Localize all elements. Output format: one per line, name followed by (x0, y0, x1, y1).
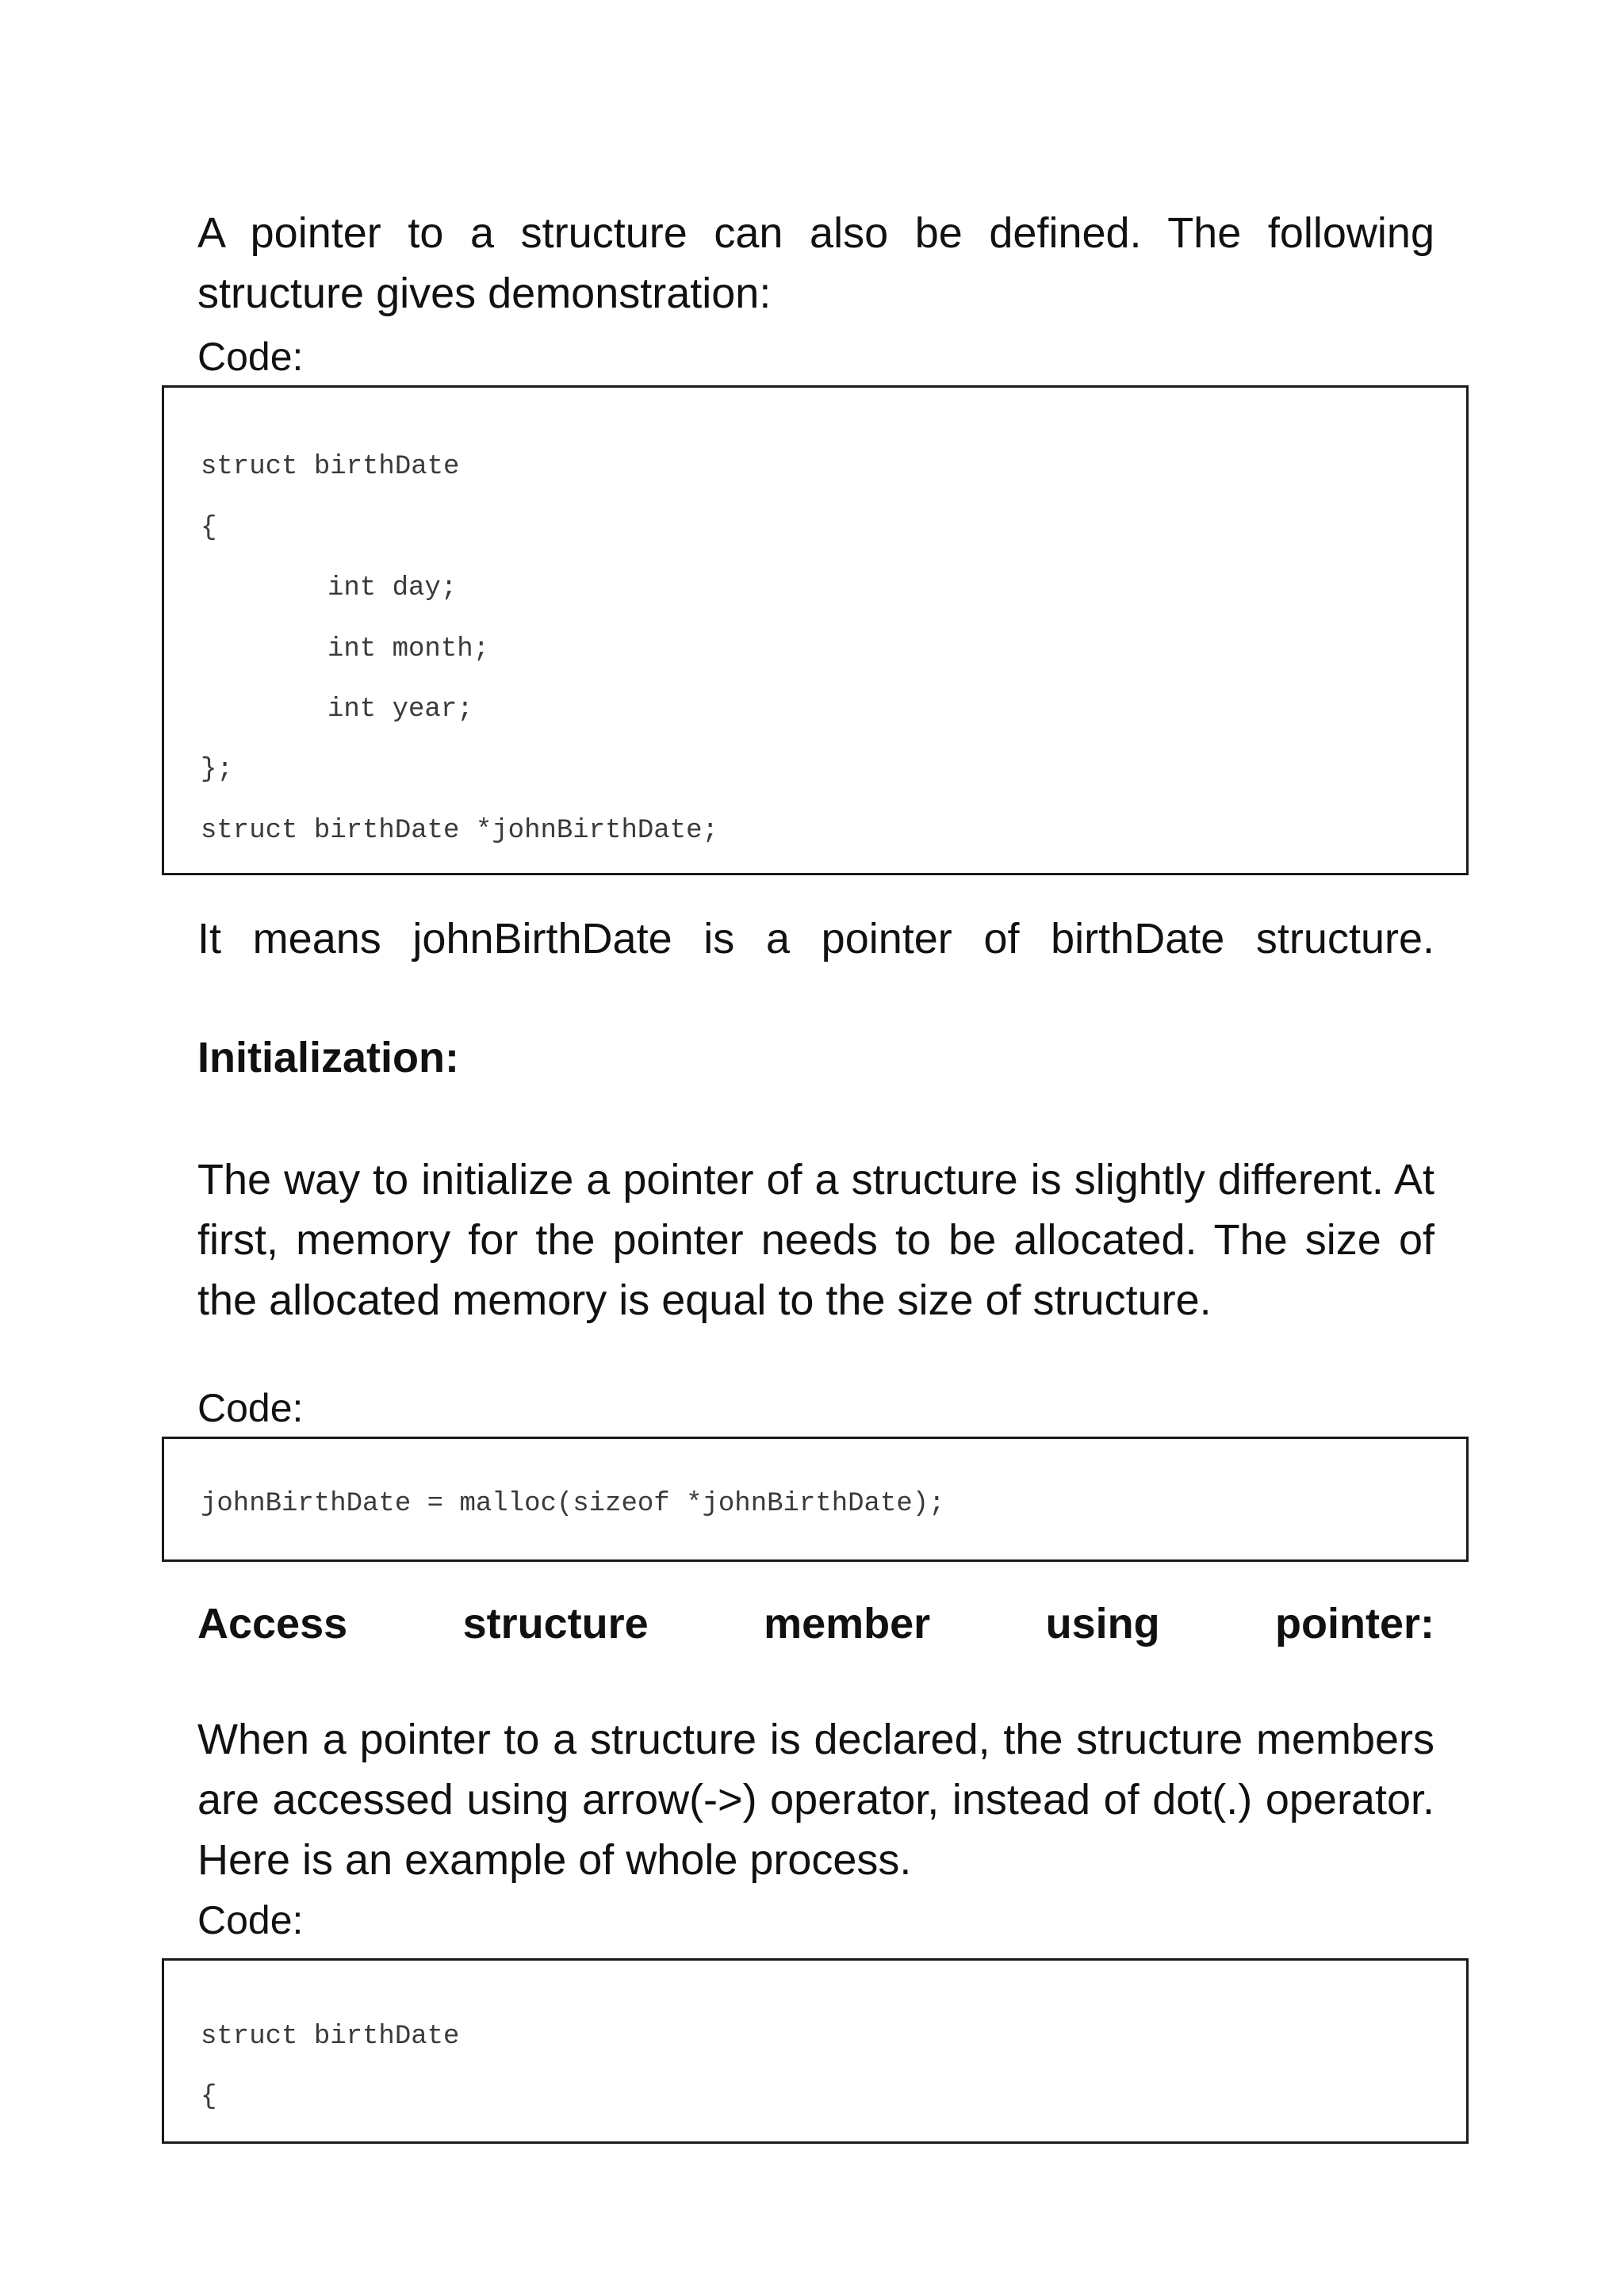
code-line: }; (201, 755, 233, 785)
code-line: int day; (327, 573, 458, 603)
intro-paragraph: A pointer to a structure can also be defined. The following structure gives demonstration: (197, 209, 1434, 317)
access-paragraph: When a pointer to a structure is declared, the structure members are accessed using arrow(->) operator, instead of dot(.) operator. Here is an example of whole process. (197, 1716, 1434, 1884)
code-label-3: Code: (197, 1898, 304, 1942)
code-line: { (201, 2082, 217, 2112)
code-line: johnBirthDate = malloc(sizeof *johnBirthDate); (201, 1489, 945, 1519)
code-line: struct birthDate *johnBirthDate; (201, 816, 718, 846)
initialization-paragraph: The way to initialize a pointer of a structure is slightly different. At first, memory for the pointer needs to be allocated. The size of the allocated memory is equal to the size of structure. (197, 1156, 1434, 1324)
code-block-struct-example (162, 1958, 1469, 2144)
code-block-struct-definition (162, 385, 1469, 875)
code-line: int year; (327, 695, 473, 725)
code-line: { (201, 513, 217, 543)
code-line: int month; (327, 634, 490, 664)
code-line: struct birthDate (201, 452, 460, 482)
code-label-2: Code: (197, 1386, 304, 1430)
code-line: struct birthDate (201, 2022, 460, 2052)
heading-access-member: Access structure member using pointer: (197, 1600, 1434, 1647)
explanation-paragraph: It means johnBirthDate is a pointer of birthDate structure. (197, 915, 1434, 962)
heading-initialization: Initialization: (197, 1034, 459, 1081)
code-label-1: Code: (197, 335, 304, 379)
code-block-malloc (162, 1437, 1469, 1562)
